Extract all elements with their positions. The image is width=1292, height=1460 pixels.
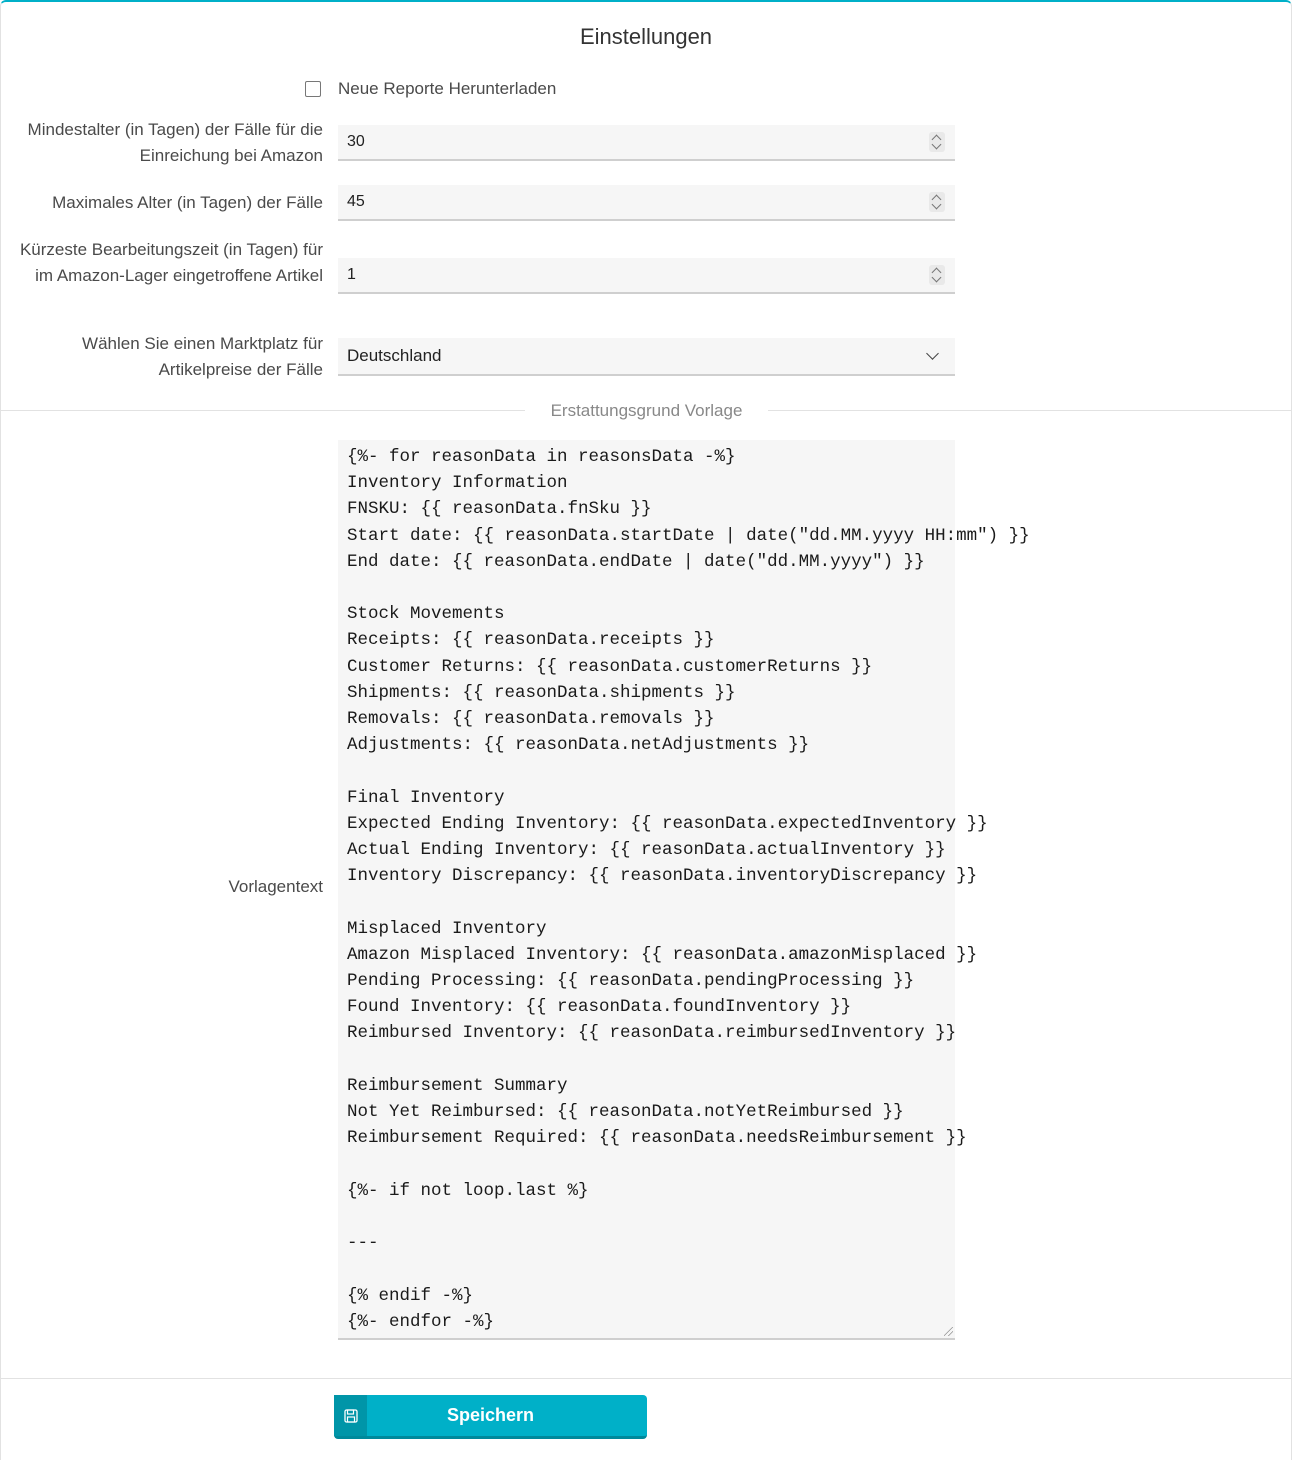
marketplace-label: Wählen Sie einen Marktplatz für Artikelpreise der Fälle — [82, 334, 323, 379]
save-button[interactable] — [334, 1395, 647, 1439]
save-button-label[interactable]: Speichern — [446, 1405, 535, 1425]
page-title: Einstellungen — [579, 24, 713, 49]
resize-handle-icon[interactable] — [944, 1327, 953, 1336]
max-age-label: Maximales Alter (in Tagen) der Fälle — [52, 193, 323, 212]
min-processing-label: Kürzeste Bearbeitungszeit (in Tagen) für im Amazon-Lager eingetroffene Artikel — [19, 240, 323, 285]
min-age-input[interactable] — [338, 125, 955, 161]
marketplace-select[interactable] — [338, 338, 955, 376]
min-processing-value[interactable]: 1 — [347, 266, 356, 283]
template-text-label: Vorlagentext — [228, 877, 323, 896]
download-reports-option[interactable] — [305, 79, 556, 99]
floppy-disk-icon[interactable] — [334, 1395, 367, 1436]
download-reports-label[interactable]: Neue Reporte Herunterladen — [338, 79, 557, 98]
min-age-spinner[interactable] — [929, 132, 945, 152]
min-age-value[interactable]: 30 — [347, 133, 365, 150]
min-processing-spinner[interactable] — [929, 265, 945, 285]
min-processing-input[interactable] — [338, 258, 955, 294]
min-age-label: Mindestalter (in Tagen) der Fälle für die Einreichung bei Amazon — [27, 120, 323, 165]
chevron-down-icon[interactable] — [926, 347, 939, 360]
download-reports-checkbox[interactable] — [305, 81, 321, 97]
template-textarea[interactable] — [338, 440, 1030, 1340]
max-age-input[interactable] — [338, 185, 955, 221]
section-title: Erstattungsgrund Vorlage — [525, 401, 768, 421]
template-text[interactable]: {%- for reasonData in reasonsData -%} Inventory Information FNSKU: {{ reasonData.fnSku }} Start date: {{ reasonData.startDate | date("dd.MM.yyyy HH:mm") }} End date: {{ reasonData.endDate | date("dd.MM.yyyy") }} Stock Movements Receipts: {{ reasonData.receipts }} Customer Returns: {{ reasonData.customerReturns }} Shipments: {{ reasonData.shipments }} Removals: {{ reasonData.removals }} Adjustments: {{ reasonData.netAdjustments }} Final Inventory Expected Ending Inventory: {{ reasonData.expectedInventory }} Actual Ending Inventory: {{ reasonData.actualInventory }} Inventory Discrepancy: {{ reasonData.inventoryDiscrepancy }} Misplaced Inventory Amazon Misplaced Inventory: {{ reasonData.amazonMisplaced }} Pending Processing: {{ reasonData.pendingProcessing }} Found Inventory: {{ reasonData.foundInventory }} Reimbursed Inventory: {{ reasonData.reimbursedInventory }} Reimbursement Summary Not Yet Reimbursed: {{ reasonData.notYetReimbursed }} Reimbursement Required: {{ reasonData.needsReimbursement }} {%- if not loop.last %} --- {% endif -%} {%- endfor -%} — [347, 447, 1030, 1332]
max-age-value[interactable]: 45 — [347, 193, 365, 210]
footer-divider — [0, 1378, 1292, 1379]
max-age-spinner[interactable] — [929, 192, 945, 212]
marketplace-value[interactable]: Deutschland — [347, 346, 442, 365]
